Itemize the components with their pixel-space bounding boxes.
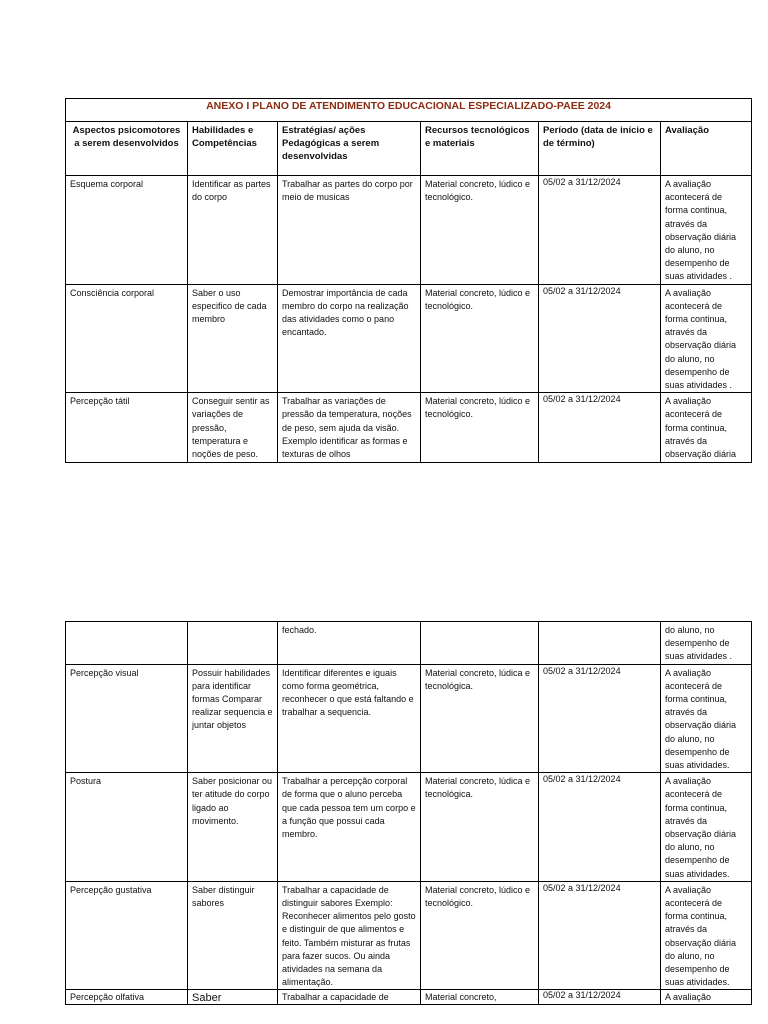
header-habilidades: Habilidades e Competências (188, 122, 278, 176)
cell-periodo: 05/02 a 31/12/2024 (539, 284, 661, 393)
cell-avaliacao: A avaliação acontecerá de forma continua, através da observação diária do aluno, no desempenho de suas atividades. (661, 664, 752, 773)
cell-estrategia: fechado. (278, 622, 421, 665)
cell-avaliacao: A avaliação acontecerá de forma continua, através da observação diária (661, 393, 752, 463)
table-row (66, 881, 752, 990)
cell-periodo: 05/02 a 31/12/2024 (539, 990, 661, 1005)
cell-recurso: Material concreto, (421, 990, 539, 1005)
cell-estrategia: Trabalhar a capacidade de distinguir sabores Exemplo: Reconhecer alimentos pelo gosto e distinguir de que alimentos e feito. Também misturar as frutas para fazer sucos. Ou ainda atividades na semana da alimentação. (278, 881, 421, 990)
cell-aspecto: Percepção gustativa (66, 881, 188, 990)
cell-avaliacao: A avaliação (661, 990, 752, 1005)
cell-estrategia: Trabalhar as variações de pressão da temperatura, noções de peso, sem ajuda da visão. Exemplo identificar as formas e texturas de olhos (278, 393, 421, 463)
cell-habilidade: Saber (188, 990, 278, 1005)
cell-aspecto: Percepção tátil (66, 393, 188, 463)
cell-recurso: Material concreto, lúdico e tecnológico. (421, 284, 539, 393)
table-row (66, 664, 752, 773)
header-aspectos: Aspectos psicomotores a serem desenvolvidos (66, 122, 188, 176)
cell-recurso (421, 622, 539, 665)
cell-recurso: Material concreto, lúdica e tecnológica. (421, 664, 539, 773)
cell-avaliacao: A avaliação acontecerá de forma continua, através da observação diária do aluno, no desempenho de suas atividades . (661, 176, 752, 285)
cell-recurso: Material concreto, lúdico e tecnológico. (421, 176, 539, 285)
header-estrategias: Estratégias/ ações Pedagógicas a serem desenvolvidas (278, 122, 421, 176)
table-row-continuation (66, 622, 752, 665)
cell-habilidade: Saber o uso especifico de cada membro (188, 284, 278, 393)
table-row (66, 990, 752, 1005)
cell-estrategia: Demostrar importância de cada membro do corpo na realização das atividades como o pano encantado. (278, 284, 421, 393)
cell-periodo: 05/02 a 31/12/2024 (539, 664, 661, 773)
cell-estrategia: Identificar diferentes e iguais como forma geométrica, reconhecer o que está faltando e trabalhar a sequencia. (278, 664, 421, 773)
plan-table-page1 (65, 98, 752, 463)
cell-habilidade: Saber posicionar ou ter atitude do corpo ligado ao movimento. (188, 773, 278, 882)
table-row (66, 393, 752, 463)
document-title: ANEXO I PLANO DE ATENDIMENTO EDUCACIONAL ESPECIALIZADO-PAEE 2024 (66, 99, 752, 122)
cell-aspecto: Postura (66, 773, 188, 882)
table-row (66, 284, 752, 393)
cell-estrategia: Trabalhar a capacidade de (278, 990, 421, 1005)
cell-aspecto: Percepção olfativa (66, 990, 188, 1005)
cell-aspecto (66, 622, 188, 665)
cell-recurso: Material concreto, lúdico e tecnológico. (421, 881, 539, 990)
cell-periodo: 05/02 a 31/12/2024 (539, 773, 661, 882)
cell-habilidade: Saber distinguir sabores (188, 881, 278, 990)
cell-periodo: 05/02 a 31/12/2024 (539, 176, 661, 285)
cell-aspecto: Percepção visual (66, 664, 188, 773)
cell-avaliacao: A avaliação acontecerá de forma continua, através da observação diária do aluno, no desempenho de suas atividades . (661, 284, 752, 393)
cell-recurso: Material concreto, lúdica e tecnológica. (421, 773, 539, 882)
header-avaliacao: Avaliação (661, 122, 752, 176)
header-recursos: Recursos tecnológicos e materiais (421, 122, 539, 176)
cell-aspecto: Esquema corporal (66, 176, 188, 285)
plan-table-page2 (65, 621, 752, 1005)
header-periodo: Período (data de início e de término) (539, 122, 661, 176)
cell-estrategia: Trabalhar a percepção corporal de forma que o aluno perceba que cada pessoa tem um corpo e a função que possui cada membro. (278, 773, 421, 882)
cell-periodo: 05/02 a 31/12/2024 (539, 393, 661, 463)
cell-estrategia: Trabalhar as partes do corpo por meio de musicas (278, 176, 421, 285)
cell-recurso: Material concreto, lúdico e tecnológico. (421, 393, 539, 463)
cell-habilidade: Identificar as partes do corpo (188, 176, 278, 285)
cell-avaliacao: A avaliação acontecerá de forma continua, através da observação diária do aluno, no desempenho de suas atividades. (661, 773, 752, 882)
cell-habilidade: Conseguir sentir as variações de pressão, temperatura e noções de peso. (188, 393, 278, 463)
cell-periodo (539, 622, 661, 665)
cell-periodo: 05/02 a 31/12/2024 (539, 881, 661, 990)
cell-habilidade: Possuir habilidades para identificar formas Comparar realizar sequencia e juntar objetos (188, 664, 278, 773)
cell-aspecto: Consciência corporal (66, 284, 188, 393)
cell-avaliacao: A avaliação acontecerá de forma continua, através da observação diária do aluno, no desempenho de suas atividades. (661, 881, 752, 990)
cell-habilidade (188, 622, 278, 665)
header-row (66, 122, 752, 176)
table-row (66, 176, 752, 285)
cell-avaliacao: do aluno, no desempenho de suas atividades . (661, 622, 752, 665)
table-row (66, 773, 752, 882)
